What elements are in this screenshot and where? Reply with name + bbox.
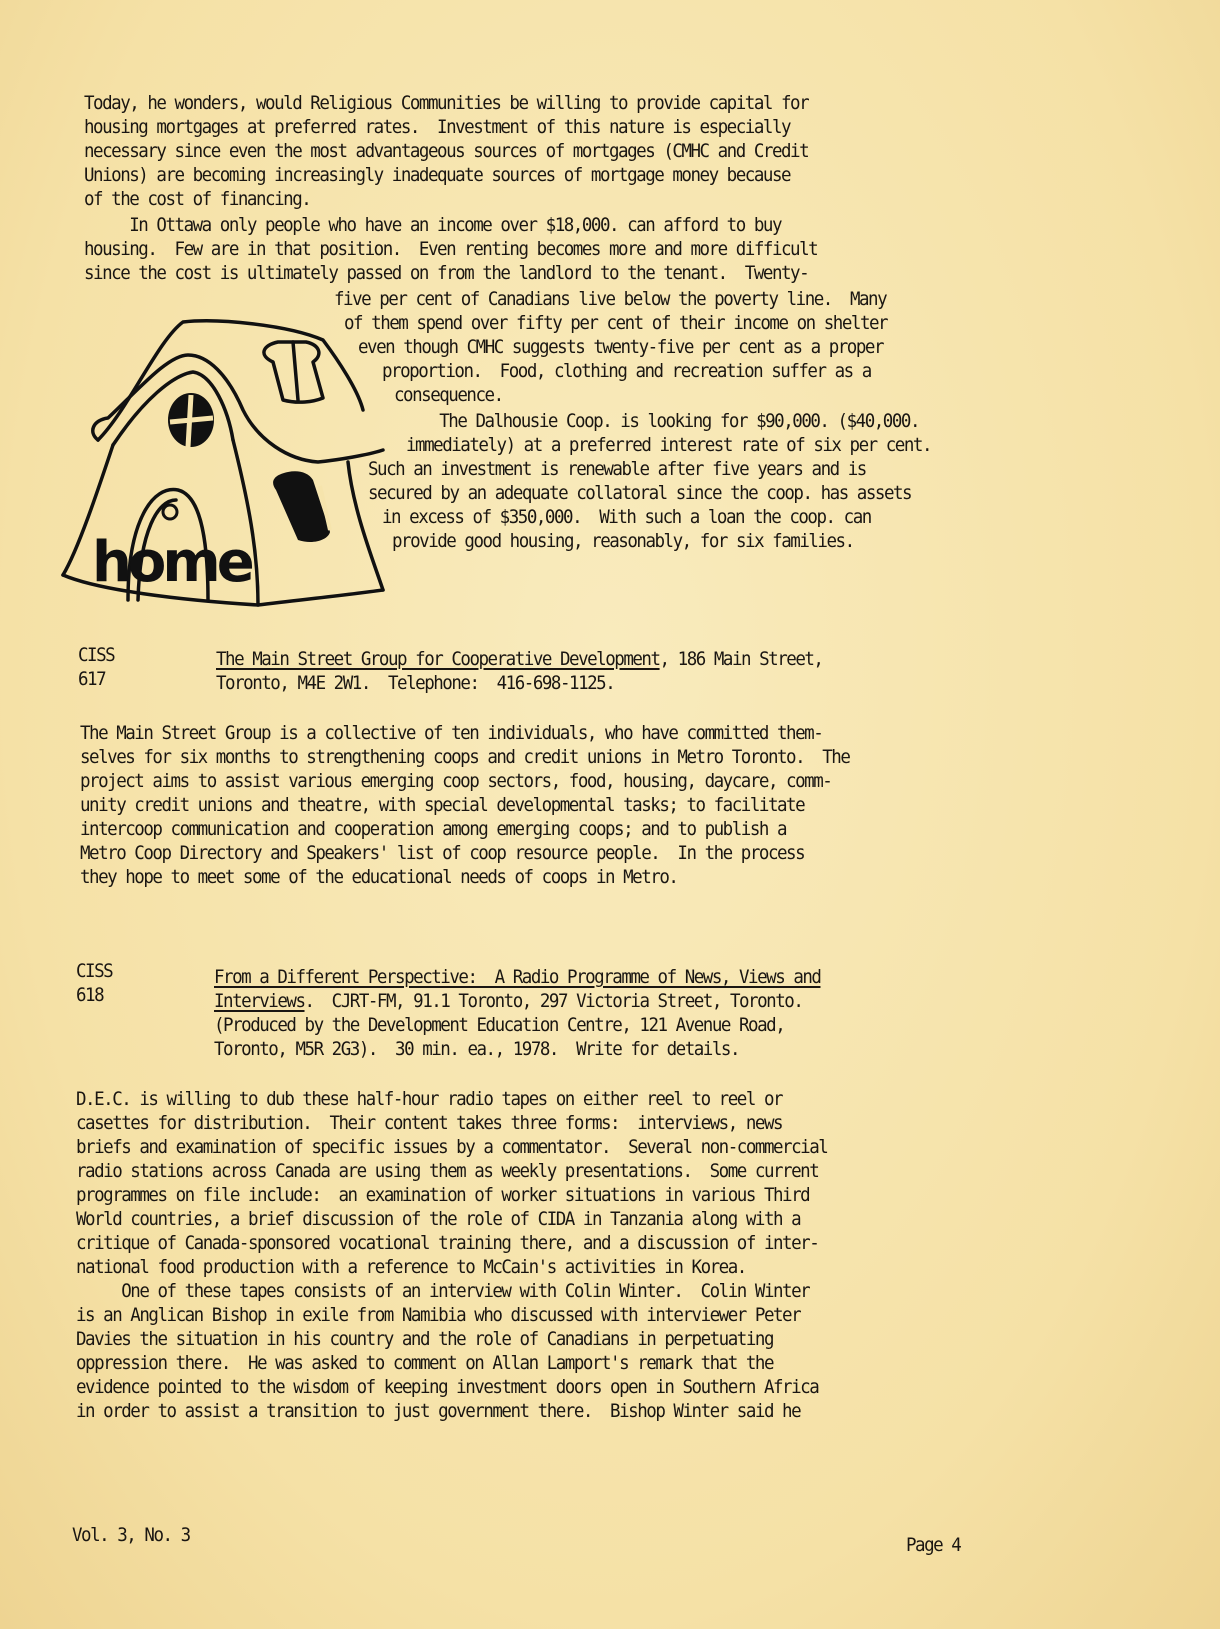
entry-code: CISS [78, 644, 115, 666]
entry-citation [216, 648, 822, 670]
volume-number: Vol. 3, No. 3 [72, 1524, 190, 1546]
entry-code: CISS [76, 960, 113, 982]
entry-body-line: selves for six months to strengthening coops and credit unions in Metro Toronto. The [80, 746, 850, 768]
entry-title-text: Interviews [214, 990, 305, 1012]
wrap-line: even though CMHC suggests twenty-five per cent as a proper [358, 336, 884, 358]
intro-line: since the cost is ultimately passed on from the landlord to the tenant. Twenty- [84, 262, 809, 284]
entry-source: . CJRT-FM, 91.1 Toronto, 297 Victoria Street, Toronto. [304, 990, 803, 1012]
intro-line: housing. Few are in that position. Even renting becomes more and more difficult [84, 238, 818, 260]
entry-citation-line: Toronto, M4E 2W1. Telephone: 416-698-1125. [216, 672, 615, 694]
wrap-line: Such an investment is renewable after five years and is [368, 458, 866, 480]
intro-line: Today, he wonders, would Religious Communities be willing to provide capital for [84, 92, 809, 114]
entry-body-line: The Main Street Group is a collective of ten individuals, who have committed them- [80, 722, 823, 744]
entry-citation [214, 990, 802, 1012]
entry-body-line: Metro Coop Directory and Speakers' list of coop resource people. In the process [80, 842, 805, 864]
home-label: home [92, 530, 251, 595]
wrap-line: in excess of $350,000. With such a loan the coop. can [382, 506, 871, 528]
entry-citation-line: (Produced by the Development Education Centre, 121 Avenue Road, [214, 1014, 785, 1036]
entry-address: , 186 Main Street, [659, 648, 823, 670]
wrap-line: five per cent of Canadians live below the poverty line. Many [334, 288, 887, 310]
intro-line: In Ottawa only people who have an income over $18,000. can afford to buy [84, 214, 782, 236]
entry-body-line: they hope to meet some of the educational needs of coops in Metro. [80, 866, 678, 888]
entry-body-line: evidence pointed to the wisdom of keeping investment doors open in Southern Africa [76, 1376, 819, 1398]
entry-citation-line: Toronto, M5R 2G3). 30 min. ea., 1978. Write for details. [214, 1038, 740, 1060]
intro-line: Unions) are becoming increasingly inadequate sources of mortgage money because [84, 164, 791, 186]
entry-body-line: unity credit unions and theatre, with special developmental tasks; to facilitate [80, 794, 805, 816]
wrap-line: secured by an adequate collatoral since the coop. has assets [368, 482, 912, 504]
entry-body-line: oppression there. He was asked to comment on Allan Lamport's remark that the [76, 1352, 774, 1374]
entry-title: The Main Street Group for Cooperative Development [216, 648, 660, 670]
intro-line: of the cost of financing. [84, 188, 311, 210]
entry-code: 618 [76, 984, 104, 1006]
entry-body-line: briefs and examination of specific issues by a commentator. Several non-commercial [76, 1136, 828, 1158]
entry-body-line: national food production with a reference to McCain's activities in Korea. [76, 1256, 746, 1278]
intro-line: necessary since even the most advantageous sources of mortgages (CMHC and Credit [84, 140, 809, 162]
entry-body-line: in order to assist a transition to just government there. Bishop Winter said he [76, 1400, 801, 1422]
entry-body-line: D.E.C. is willing to dub these half-hour radio tapes on either reel to reel or [76, 1088, 783, 1110]
entry-body-line: casettes for distribution. Their content takes three forms: interviews, news [76, 1112, 783, 1134]
page-number: Page 4 [906, 1534, 961, 1556]
wrap-line: The Dalhousie Coop. is looking for $90,000. ($40,000. [394, 410, 920, 432]
entry-body-line: One of these tapes consists of an interview with Colin Winter. Colin Winter [76, 1280, 810, 1302]
wrap-line: consequence. [394, 384, 503, 406]
entry-body-line: programmes on file include: an examination of worker situations in various Third [76, 1184, 810, 1206]
entry-body-line: project aims to assist various emerging coop sectors, food, housing, daycare, comm- [80, 770, 832, 792]
entry-body-line: intercoop communication and cooperation among emerging coops; and to publish a [80, 818, 787, 840]
wrap-line: provide good housing, reasonably, for six families. [392, 530, 854, 552]
wrap-line: of them spend over fifty per cent of their income on shelter [344, 312, 888, 334]
entry-body-line: World countries, a brief discussion of the role of CIDA in Tanzania along with a [76, 1208, 801, 1230]
entry-title [214, 966, 820, 988]
entry-body-line: radio stations across Canada are using them as weekly presentations. Some current [76, 1160, 819, 1182]
intro-line: housing mortgages at preferred rates. Investment of this nature is especially [84, 116, 791, 138]
entry-body-line: is an Anglican Bishop in exile from Namibia who discussed with interviewer Peter [76, 1304, 801, 1326]
side-window-icon [273, 471, 330, 542]
entry-body-line: critique of Canada-sponsored vocational training there, and a discussion of inter- [76, 1232, 819, 1254]
entry-code: 617 [78, 668, 106, 690]
entry-title-text: From a Different Perspective: A Radio Programme of News, Views and [214, 966, 821, 988]
wrap-line: immediately) at a preferred interest rate of six per cent. [406, 434, 932, 456]
wrap-line: proportion. Food, clothing and recreation suffer as a [382, 360, 871, 382]
entry-body-line: Davies the situation in his country and the role of Canadians in perpetuating [76, 1328, 774, 1350]
